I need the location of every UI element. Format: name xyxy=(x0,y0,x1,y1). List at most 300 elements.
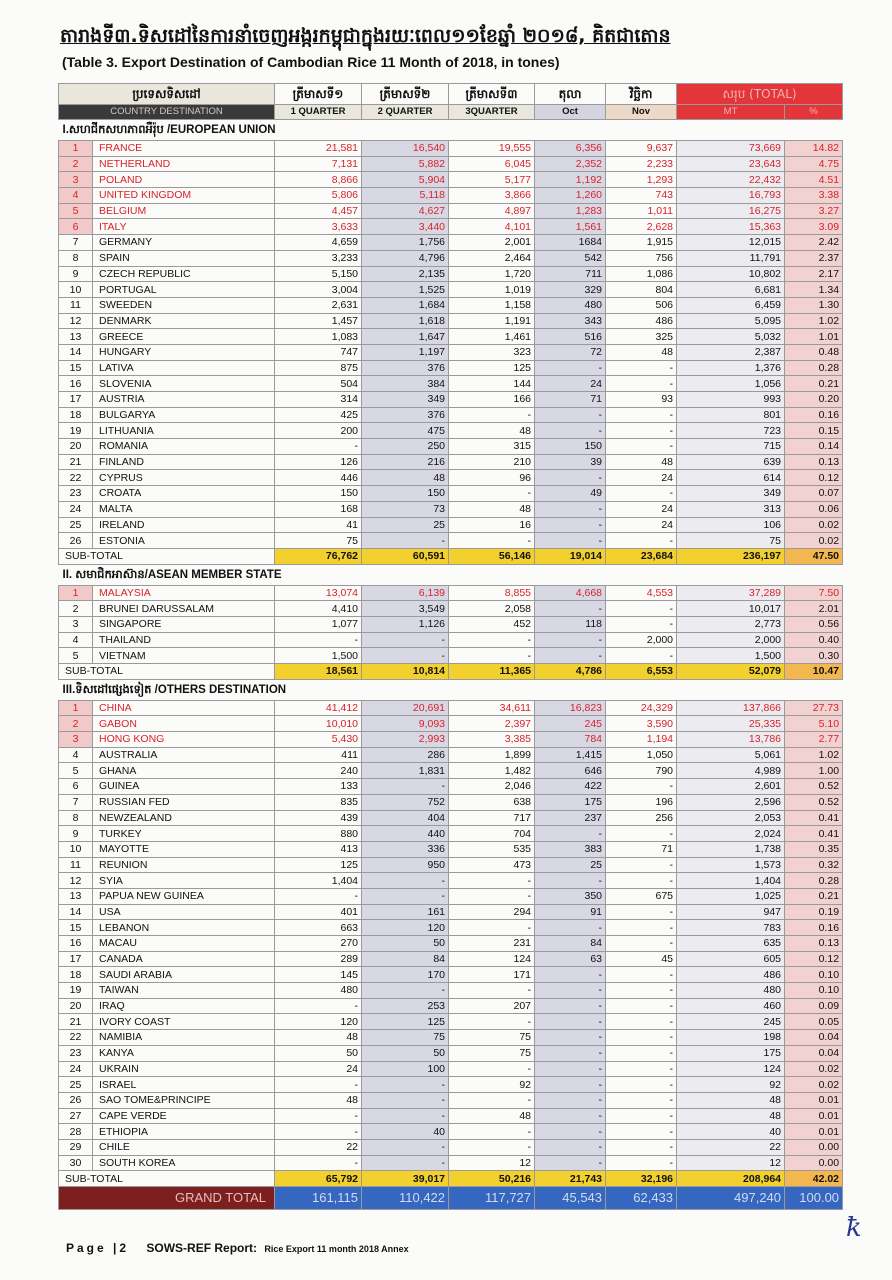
nov-value: 2,233 xyxy=(606,156,677,172)
total-mt: 106 xyxy=(677,517,785,533)
row-number: 1 xyxy=(59,141,93,157)
table-row xyxy=(59,470,843,486)
q1-value: 3,233 xyxy=(275,250,362,266)
total-pct: 0.52 xyxy=(785,794,843,810)
q1-value: 8,866 xyxy=(275,172,362,188)
q3-value: 2,464 xyxy=(449,250,535,266)
subtotal-oct: 19,014 xyxy=(535,548,606,564)
row-number: 19 xyxy=(59,423,93,439)
table-row xyxy=(59,632,843,648)
table-row xyxy=(59,203,843,219)
row-number: 9 xyxy=(59,826,93,842)
oct-value: - xyxy=(535,632,606,648)
section-header xyxy=(59,120,843,141)
q2-value: 20,691 xyxy=(362,700,449,716)
total-pct: 5.10 xyxy=(785,716,843,732)
total-mt: 48 xyxy=(677,1108,785,1124)
total-pct: 0.41 xyxy=(785,810,843,826)
country-name: CZECH REPUBLIC xyxy=(93,266,275,282)
country-name: BRUNEI DARUSSALAM xyxy=(93,601,275,617)
oct-value: 422 xyxy=(535,779,606,795)
q3-value: - xyxy=(449,533,535,549)
subtotal-nov: 32,196 xyxy=(606,1171,677,1187)
nov-value: - xyxy=(606,601,677,617)
table-row xyxy=(59,235,843,251)
oct-value: 39 xyxy=(535,454,606,470)
rice-export-table xyxy=(58,83,843,1210)
oct-value: 175 xyxy=(535,794,606,810)
table-row xyxy=(59,1092,843,1108)
row-number: 25 xyxy=(59,1077,93,1093)
subtotal-q2: 60,591 xyxy=(362,548,449,564)
nov-value: - xyxy=(606,1108,677,1124)
oct-value: 480 xyxy=(535,297,606,313)
total-pct: 0.12 xyxy=(785,951,843,967)
q3-value: 638 xyxy=(449,794,535,810)
header-country-kh: ប្រទេសទិសដៅ xyxy=(59,84,275,105)
grand-total-row xyxy=(59,1187,843,1210)
q1-value: 21,581 xyxy=(275,141,362,157)
country-name: THAILAND xyxy=(93,632,275,648)
country-name: HUNGARY xyxy=(93,344,275,360)
oct-value: - xyxy=(535,826,606,842)
q2-value: - xyxy=(362,1155,449,1171)
q3-value: 19,555 xyxy=(449,141,535,157)
q1-value: 314 xyxy=(275,392,362,408)
total-mt: 12 xyxy=(677,1155,785,1171)
nov-value: 24,329 xyxy=(606,700,677,716)
q1-value: - xyxy=(275,998,362,1014)
nov-value: 196 xyxy=(606,794,677,810)
table-row xyxy=(59,266,843,282)
oct-value: 4,668 xyxy=(535,585,606,601)
oct-value: 63 xyxy=(535,951,606,967)
q2-value: 4,796 xyxy=(362,250,449,266)
row-number: 8 xyxy=(59,810,93,826)
country-name: CAPE VERDE xyxy=(93,1108,275,1124)
handwritten-initial: ꝁ xyxy=(846,1213,862,1243)
q1-value: 48 xyxy=(275,1030,362,1046)
oct-value: 784 xyxy=(535,732,606,748)
section-header xyxy=(59,564,843,585)
total-mt: 2,053 xyxy=(677,810,785,826)
q2-value: 50 xyxy=(362,936,449,952)
subtotal-q3: 56,146 xyxy=(449,548,535,564)
row-number: 26 xyxy=(59,1092,93,1108)
total-mt: 245 xyxy=(677,1014,785,1030)
subtotal-q3: 11,365 xyxy=(449,664,535,680)
row-number: 24 xyxy=(59,1061,93,1077)
table-row xyxy=(59,873,843,889)
country-name: ITALY xyxy=(93,219,275,235)
q1-value: 5,430 xyxy=(275,732,362,748)
grand-total-label: GRAND TOTAL xyxy=(59,1187,275,1210)
row-number: 10 xyxy=(59,841,93,857)
section-title: III.ទិសដៅផ្សេងទៀត /OTHERS DESTINATION xyxy=(59,679,843,700)
total-pct: 0.48 xyxy=(785,344,843,360)
oct-value: - xyxy=(535,1139,606,1155)
q1-value: 880 xyxy=(275,826,362,842)
q1-value: 439 xyxy=(275,810,362,826)
row-number: 27 xyxy=(59,1108,93,1124)
table-row xyxy=(59,920,843,936)
oct-value: 542 xyxy=(535,250,606,266)
q2-value: 1,525 xyxy=(362,282,449,298)
q3-value: 3,385 xyxy=(449,732,535,748)
q3-value: 473 xyxy=(449,857,535,873)
total-mt: 801 xyxy=(677,407,785,423)
oct-value: 343 xyxy=(535,313,606,329)
total-mt: 723 xyxy=(677,423,785,439)
total-mt: 2,000 xyxy=(677,632,785,648)
q2-value: 3,440 xyxy=(362,219,449,235)
table-row xyxy=(59,648,843,664)
table-row xyxy=(59,344,843,360)
total-pct: 0.04 xyxy=(785,1030,843,1046)
total-pct: 0.02 xyxy=(785,1077,843,1093)
q2-value: 1,647 xyxy=(362,329,449,345)
nov-value: 1,011 xyxy=(606,203,677,219)
section-title: II. សមាជិកអាស៊ាន/ASEAN MEMBER STATE xyxy=(59,564,843,585)
total-mt: 10,017 xyxy=(677,601,785,617)
total-pct: 27.73 xyxy=(785,700,843,716)
table-row xyxy=(59,282,843,298)
q1-value: 10,010 xyxy=(275,716,362,732)
country-name: MACAU xyxy=(93,936,275,952)
total-pct: 0.35 xyxy=(785,841,843,857)
nov-value: - xyxy=(606,439,677,455)
table-row xyxy=(59,1061,843,1077)
total-mt: 993 xyxy=(677,392,785,408)
oct-value: 72 xyxy=(535,344,606,360)
nov-value: 3,590 xyxy=(606,716,677,732)
q3-value: 48 xyxy=(449,501,535,517)
nov-value: - xyxy=(606,533,677,549)
table-row xyxy=(59,747,843,763)
total-mt: 40 xyxy=(677,1124,785,1140)
total-pct: 7.50 xyxy=(785,585,843,601)
country-name: TURKEY xyxy=(93,826,275,842)
oct-value: 383 xyxy=(535,841,606,857)
q1-value: 168 xyxy=(275,501,362,517)
q2-value: 384 xyxy=(362,376,449,392)
q1-value: - xyxy=(275,1108,362,1124)
total-pct: 3.38 xyxy=(785,188,843,204)
nov-value: 325 xyxy=(606,329,677,345)
nov-value: 486 xyxy=(606,313,677,329)
q2-value: - xyxy=(362,873,449,889)
q3-value: - xyxy=(449,486,535,502)
oct-value: 1,260 xyxy=(535,188,606,204)
total-mt: 783 xyxy=(677,920,785,936)
page-title-english: (Table 3. Export Destination of Cambodian Rice 11 Month of 2018, in tones) xyxy=(62,54,560,70)
table-row xyxy=(59,1139,843,1155)
total-pct: 0.40 xyxy=(785,632,843,648)
nov-value: - xyxy=(606,857,677,873)
q2-value: 73 xyxy=(362,501,449,517)
total-pct: 0.07 xyxy=(785,486,843,502)
subtotal-mt: 236,197 xyxy=(677,548,785,564)
total-mt: 605 xyxy=(677,951,785,967)
q1-value: 747 xyxy=(275,344,362,360)
q1-value: 5,150 xyxy=(275,266,362,282)
q2-value: 1,126 xyxy=(362,616,449,632)
row-number: 28 xyxy=(59,1124,93,1140)
total-mt: 349 xyxy=(677,486,785,502)
table-row xyxy=(59,998,843,1014)
q1-value: - xyxy=(275,1155,362,1171)
total-mt: 16,275 xyxy=(677,203,785,219)
q1-value: 2,631 xyxy=(275,297,362,313)
table-row xyxy=(59,841,843,857)
nov-value: - xyxy=(606,407,677,423)
total-pct: 0.02 xyxy=(785,533,843,549)
row-number: 10 xyxy=(59,282,93,298)
country-name: CROATA xyxy=(93,486,275,502)
oct-value: - xyxy=(535,517,606,533)
oct-value: 118 xyxy=(535,616,606,632)
oct-value: - xyxy=(535,533,606,549)
row-number: 21 xyxy=(59,454,93,470)
section-header xyxy=(59,679,843,700)
row-number: 20 xyxy=(59,998,93,1014)
table-row xyxy=(59,857,843,873)
q1-value: 1,500 xyxy=(275,648,362,664)
header-mt: MT xyxy=(677,105,785,120)
total-mt: 16,793 xyxy=(677,188,785,204)
row-number: 21 xyxy=(59,1014,93,1030)
total-mt: 2,601 xyxy=(677,779,785,795)
table-row xyxy=(59,172,843,188)
q3-value: - xyxy=(449,632,535,648)
country-name: AUSTRIA xyxy=(93,392,275,408)
header-nov-kh: វិច្ឆិកា xyxy=(606,84,677,105)
nov-value: - xyxy=(606,616,677,632)
country-name: VIETNAM xyxy=(93,648,275,664)
q2-value: 16,540 xyxy=(362,141,449,157)
table-row xyxy=(59,423,843,439)
q3-value: 704 xyxy=(449,826,535,842)
country-name: UNITED KINGDOM xyxy=(93,188,275,204)
oct-value: - xyxy=(535,983,606,999)
oct-value: - xyxy=(535,501,606,517)
country-name: IRAQ xyxy=(93,998,275,1014)
q3-value: 717 xyxy=(449,810,535,826)
row-number: 4 xyxy=(59,188,93,204)
subtotal-mt: 208,964 xyxy=(677,1171,785,1187)
row-number: 29 xyxy=(59,1139,93,1155)
q1-value: 411 xyxy=(275,747,362,763)
q1-value: 1,077 xyxy=(275,616,362,632)
total-mt: 13,786 xyxy=(677,732,785,748)
nov-value: - xyxy=(606,360,677,376)
country-name: CYPRUS xyxy=(93,470,275,486)
total-pct: 0.21 xyxy=(785,888,843,904)
q2-value: - xyxy=(362,983,449,999)
nov-value: - xyxy=(606,423,677,439)
q1-value: 1,404 xyxy=(275,873,362,889)
q3-value: 2,001 xyxy=(449,235,535,251)
q1-value: 4,659 xyxy=(275,235,362,251)
q3-value: 2,058 xyxy=(449,601,535,617)
total-mt: 1,376 xyxy=(677,360,785,376)
nov-value: - xyxy=(606,936,677,952)
q2-value: 50 xyxy=(362,1045,449,1061)
total-pct: 0.01 xyxy=(785,1108,843,1124)
q3-value: - xyxy=(449,983,535,999)
table-row xyxy=(59,1030,843,1046)
q3-value: 315 xyxy=(449,439,535,455)
total-pct: 0.00 xyxy=(785,1155,843,1171)
q1-value: 126 xyxy=(275,454,362,470)
total-pct: 0.21 xyxy=(785,376,843,392)
oct-value: 1,415 xyxy=(535,747,606,763)
table-row xyxy=(59,1155,843,1171)
nov-value: 45 xyxy=(606,951,677,967)
header-oct-en: Oct xyxy=(535,105,606,120)
q2-value: 40 xyxy=(362,1124,449,1140)
nov-value: 675 xyxy=(606,888,677,904)
oct-value: 1,192 xyxy=(535,172,606,188)
total-pct: 2.37 xyxy=(785,250,843,266)
q1-value: 413 xyxy=(275,841,362,857)
oct-value: - xyxy=(535,1092,606,1108)
row-number: 12 xyxy=(59,873,93,889)
table-row xyxy=(59,732,843,748)
total-pct: 0.04 xyxy=(785,1045,843,1061)
total-mt: 1,056 xyxy=(677,376,785,392)
header-country-en: COUNTRY DESTINATION xyxy=(59,105,275,120)
table-row xyxy=(59,156,843,172)
nov-value: 256 xyxy=(606,810,677,826)
table-row xyxy=(59,250,843,266)
table-row xyxy=(59,376,843,392)
oct-value: - xyxy=(535,1061,606,1077)
table-row xyxy=(59,763,843,779)
table-row xyxy=(59,486,843,502)
row-number: 3 xyxy=(59,732,93,748)
grand-total-q2: 110,422 xyxy=(362,1187,449,1210)
q1-value: 13,074 xyxy=(275,585,362,601)
oct-value: 237 xyxy=(535,810,606,826)
nov-value: - xyxy=(606,998,677,1014)
oct-value: 1684 xyxy=(535,235,606,251)
row-number: 2 xyxy=(59,156,93,172)
table-row xyxy=(59,1045,843,1061)
row-number: 30 xyxy=(59,1155,93,1171)
nov-value: 24 xyxy=(606,517,677,533)
total-mt: 1,404 xyxy=(677,873,785,889)
nov-value: 4,553 xyxy=(606,585,677,601)
table-row xyxy=(59,951,843,967)
oct-value: - xyxy=(535,1124,606,1140)
q3-value: - xyxy=(449,1124,535,1140)
nov-value: - xyxy=(606,967,677,983)
row-number: 14 xyxy=(59,344,93,360)
q1-value: 835 xyxy=(275,794,362,810)
table-row xyxy=(59,1124,843,1140)
total-pct: 0.14 xyxy=(785,439,843,455)
q1-value: 875 xyxy=(275,360,362,376)
nov-value: - xyxy=(606,648,677,664)
row-number: 18 xyxy=(59,407,93,423)
q3-value: - xyxy=(449,1092,535,1108)
total-mt: 1,025 xyxy=(677,888,785,904)
row-number: 5 xyxy=(59,648,93,664)
q3-value: 1,019 xyxy=(449,282,535,298)
total-pct: 3.09 xyxy=(785,219,843,235)
header-pct: % xyxy=(785,105,843,120)
q3-value: 75 xyxy=(449,1045,535,1061)
total-pct: 0.15 xyxy=(785,423,843,439)
table-row xyxy=(59,329,843,345)
total-pct: 0.20 xyxy=(785,392,843,408)
country-name: CANADA xyxy=(93,951,275,967)
subtotal-row xyxy=(59,1171,843,1187)
subtotal-oct: 4,786 xyxy=(535,664,606,680)
country-name: SWEEDEN xyxy=(93,297,275,313)
q1-value: 50 xyxy=(275,1045,362,1061)
row-number: 4 xyxy=(59,632,93,648)
country-name: CHINA xyxy=(93,700,275,716)
oct-value: 6,356 xyxy=(535,141,606,157)
oct-value: 245 xyxy=(535,716,606,732)
total-mt: 313 xyxy=(677,501,785,517)
table-row xyxy=(59,779,843,795)
q1-value: 4,457 xyxy=(275,203,362,219)
country-name: SAUDI ARABIA xyxy=(93,967,275,983)
total-mt: 75 xyxy=(677,533,785,549)
row-number: 9 xyxy=(59,266,93,282)
table-row xyxy=(59,601,843,617)
total-mt: 715 xyxy=(677,439,785,455)
country-name: CHILE xyxy=(93,1139,275,1155)
total-mt: 947 xyxy=(677,904,785,920)
header-q3-kh: ត្រីមាសទី៣ xyxy=(449,84,535,105)
nov-value: - xyxy=(606,920,677,936)
header-total: សរុប (TOTAL) xyxy=(677,84,843,105)
total-pct: 2.01 xyxy=(785,601,843,617)
oct-value: 1,283 xyxy=(535,203,606,219)
total-mt: 5,095 xyxy=(677,313,785,329)
total-mt: 137,866 xyxy=(677,700,785,716)
nov-value: 1,050 xyxy=(606,747,677,763)
row-number: 8 xyxy=(59,250,93,266)
q1-value: 1,083 xyxy=(275,329,362,345)
grand-total-oct: 45,543 xyxy=(535,1187,606,1210)
q2-value: 150 xyxy=(362,486,449,502)
country-name: FRANCE xyxy=(93,141,275,157)
row-number: 5 xyxy=(59,763,93,779)
row-number: 22 xyxy=(59,470,93,486)
total-pct: 0.01 xyxy=(785,1124,843,1140)
q3-value: 12 xyxy=(449,1155,535,1171)
oct-value: 1,561 xyxy=(535,219,606,235)
report-name: SOWS-REF Report: xyxy=(146,1241,258,1255)
subtotal-q1: 65,792 xyxy=(275,1171,362,1187)
country-name: PORTUGAL xyxy=(93,282,275,298)
q1-value: 145 xyxy=(275,967,362,983)
q1-value: 289 xyxy=(275,951,362,967)
table-row xyxy=(59,188,843,204)
header-q2-kh: ត្រីមាសទី២ xyxy=(362,84,449,105)
total-mt: 614 xyxy=(677,470,785,486)
total-pct: 0.28 xyxy=(785,873,843,889)
total-mt: 480 xyxy=(677,983,785,999)
q1-value: 425 xyxy=(275,407,362,423)
q3-value: 75 xyxy=(449,1030,535,1046)
total-pct: 0.10 xyxy=(785,967,843,983)
